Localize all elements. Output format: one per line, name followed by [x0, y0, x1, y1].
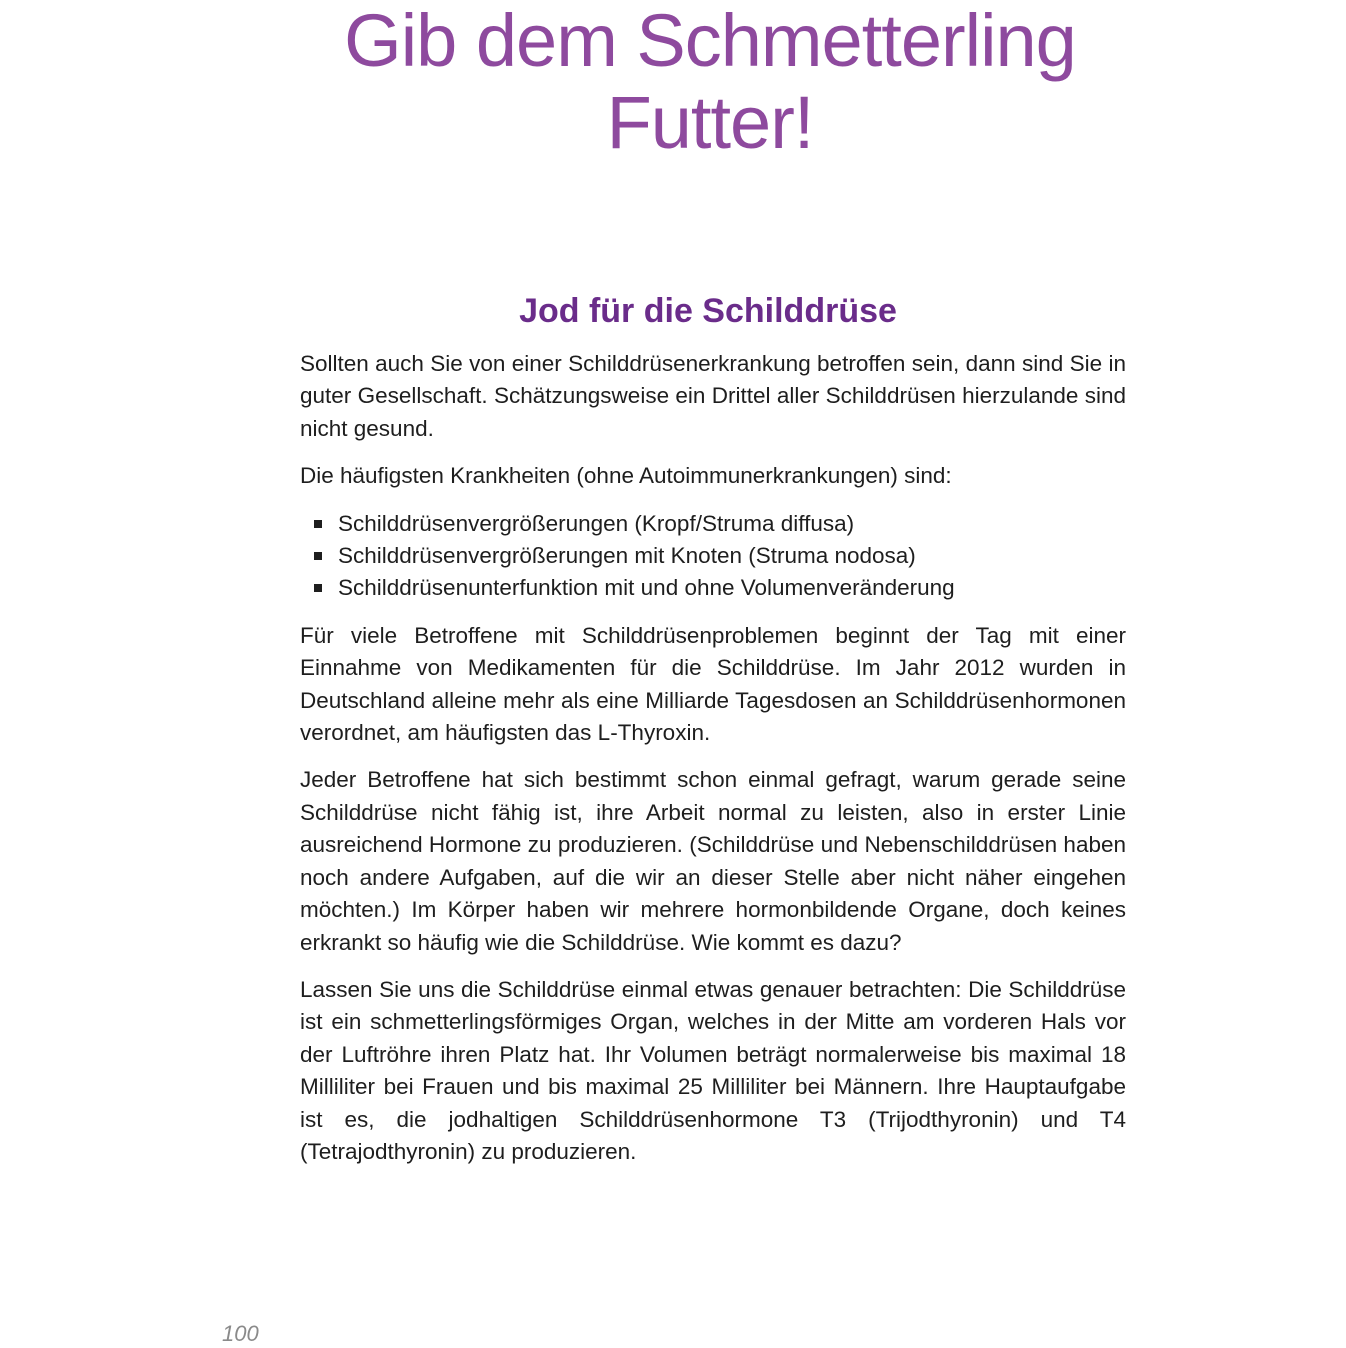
section-heading: Jod für die Schilddrüse	[519, 292, 897, 330]
list-item	[314, 508, 1126, 540]
list-item-text: Schilddrüsenvergrößerungen (Kropf/Struma diffusa)	[338, 510, 855, 536]
list-item	[314, 572, 1126, 604]
list-item-text: Schilddrüsenvergrößerungen mit Knoten (Struma nodosa)	[338, 543, 916, 569]
paragraph-anatomy: Lassen Sie uns die Schilddrüse einmal etwas genauer betrachten: Die Schilddrüse ist ein schmetterlingsförmiges Organ, welches in der Mitte am vorderen Hals vor der Luftröhre ihren Platz hat. Ihr Volumen beträgt normalerweise bis maximal 18 Milliliter bei Frauen und bis maximal 25 Milliliter bei Männern. Ihre Hauptaufgabe ist es, die jodhaltigen Schilddrüsenhormone T3 (Trijodthyronin) und T4 (Tetrajodthyronin) zu produzieren.	[300, 976, 1126, 1164]
page-number: 100	[222, 1321, 259, 1346]
square-bullet-icon	[314, 584, 322, 592]
square-bullet-icon	[314, 552, 322, 560]
paragraph-question: Jeder Betroffene hat sich bestimmt schon einmal gefragt, warum gerade seine Schilddrüse nicht fähig ist, ihre Arbeit normal zu leisten, also in erster Linie ausreichend Hormone zu produzieren. (Schilddrüse und Nebenschilddrüsen haben noch andere Aufgaben, auf die wir an dieser Stelle aber nicht näher eingehen möchten.) Im Körper haben wir mehrere hormonbildende Organe, doch keines erkrankt so häufig wie die Schilddrüse. Wie kommt es dazu?	[300, 767, 1126, 955]
square-bullet-icon	[314, 520, 322, 528]
diseases-list	[300, 508, 1126, 605]
chapter-title-line-1: Gib dem Schmetterling	[344, 0, 1076, 82]
list-item	[314, 540, 1126, 572]
paragraph-medication: Für viele Betroffene mit Schilddrüsenproblemen beginnt der Tag mit einer Einnahme von Medikamenten für die Schilddrüse. Im Jahr 2012 wurden in Deutschland alleine mehr als eine Milliarde Tagesdosen an Schilddrüsenhormonen verordnet, am häufigsten das L-Thyroxin.	[300, 622, 1126, 746]
paragraph-list-lead: Die häufigsten Krankheiten (ohne Autoimmunerkrankungen) sind:	[300, 463, 952, 489]
body-text	[300, 348, 1126, 1183]
list-item-text: Schilddrüsenunterfunktion mit und ohne Volumenveränderung	[338, 575, 955, 601]
paragraph-intro: Sollten auch Sie von einer Schilddrüsenerkrankung betroffen sein, dann sind Sie in guter Gesellschaft. Schätzungsweise ein Drittel aller Schilddrüsen hierzulande sind nicht gesund.	[300, 351, 1126, 441]
chapter-title	[250, 0, 1170, 164]
chapter-title-line-2: Futter!	[606, 81, 814, 164]
